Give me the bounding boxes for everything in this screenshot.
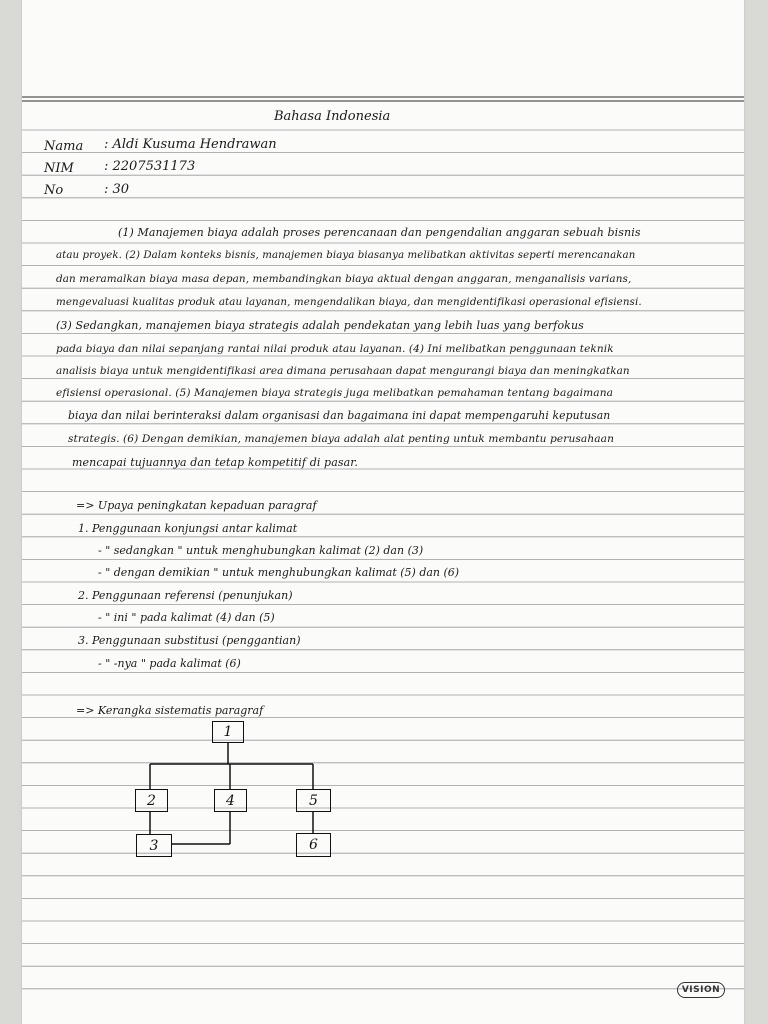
node-3: 3 — [136, 834, 172, 857]
node-5: 5 — [296, 789, 331, 812]
upaya-item-1b: - " dengan demikian " untuk menghubungkan kalimat (5) dan (6) — [98, 566, 460, 579]
paragraph-line: dan meramalkan biaya masa depan, membandingkan biaya aktual dengan anggaran, menganalisis varians, — [56, 273, 632, 285]
paragraph-line: atau proyek. (2) Dalam konteks bisnis, manajemen biaya biasanya melibatkan aktivitas seperti merencanakan — [56, 250, 636, 261]
diagram-connectors — [22, 0, 744, 1024]
upaya-item-2: 2. Penggunaan referensi (penunjukan) — [78, 589, 293, 602]
notebook-page — [22, 0, 744, 1024]
paragraph-line: mencapai tujuannya dan tetap kompetitif di pasar. — [72, 456, 359, 469]
paragraph-line: efisiensi operasional. (5) Manajemen biaya strategis juga melibatkan pemahaman tentang bagaimana — [56, 387, 614, 399]
vision-logo: VISION — [677, 982, 725, 998]
upaya-item-2a: - " ini " pada kalimat (4) dan (5) — [98, 611, 275, 624]
paragraph-line: analisis biaya untuk mengidentifikasi area dimana perusahaan dapat mengurangi biaya dan meningkatkan — [56, 365, 630, 377]
upaya-heading: => Upaya peningkatan kepaduan paragraf — [76, 499, 317, 512]
node-2: 2 — [135, 789, 168, 812]
paragraph-line: biaya dan nilai berinteraksi dalam organisasi dan bagaimana ini dapat mempengaruhi keputusan — [68, 409, 611, 422]
nim-label: NIM — [44, 161, 74, 176]
paragraph-line: mengevaluasi kualitas produk atau layanan, mengendalikan biaya, dan mengidentifikasi operasional efisiensi. — [56, 296, 642, 308]
paragraph-line: pada biaya dan nilai sepanjang rantai nilai produk atau layanan. (4) Ini melibatkan penggunaan teknik — [56, 343, 614, 355]
paragraph-line: (3) Sedangkan, manajemen biaya strategis adalah pendekatan yang lebih luas yang berfokus — [56, 319, 584, 332]
upaya-item-3: 3. Penggunaan substitusi (penggantian) — [78, 634, 301, 647]
page-title: Bahasa Indonesia — [274, 109, 391, 124]
upaya-item-1: 1. Penggunaan konjungsi antar kalimat — [78, 522, 298, 535]
node-6: 6 — [296, 833, 331, 857]
nama-label: Nama — [44, 139, 84, 154]
paragraph-line: strategis. (6) Dengan demikian, manajemen biaya adalah alat penting untuk membantu perusahaan — [68, 433, 615, 445]
upaya-item-1a: - " sedangkan " untuk menghubungkan kalimat (2) dan (3) — [98, 544, 424, 557]
no-value: : 30 — [104, 182, 130, 197]
paragraph-line: (1) Manajemen biaya adalah proses perencanaan dan pengendalian anggaran sebuah bisnis — [118, 226, 641, 239]
nama-value: : Aldi Kusuma Hendrawan — [104, 137, 277, 152]
nim-value: : 2207531173 — [104, 159, 196, 174]
no-label: No — [44, 183, 64, 198]
node-1: 1 — [212, 721, 244, 743]
kerangka-heading: => Kerangka sistematis paragraf — [76, 704, 264, 717]
upaya-item-3a: - " -nya " pada kalimat (6) — [98, 657, 241, 670]
node-4: 4 — [214, 789, 247, 812]
